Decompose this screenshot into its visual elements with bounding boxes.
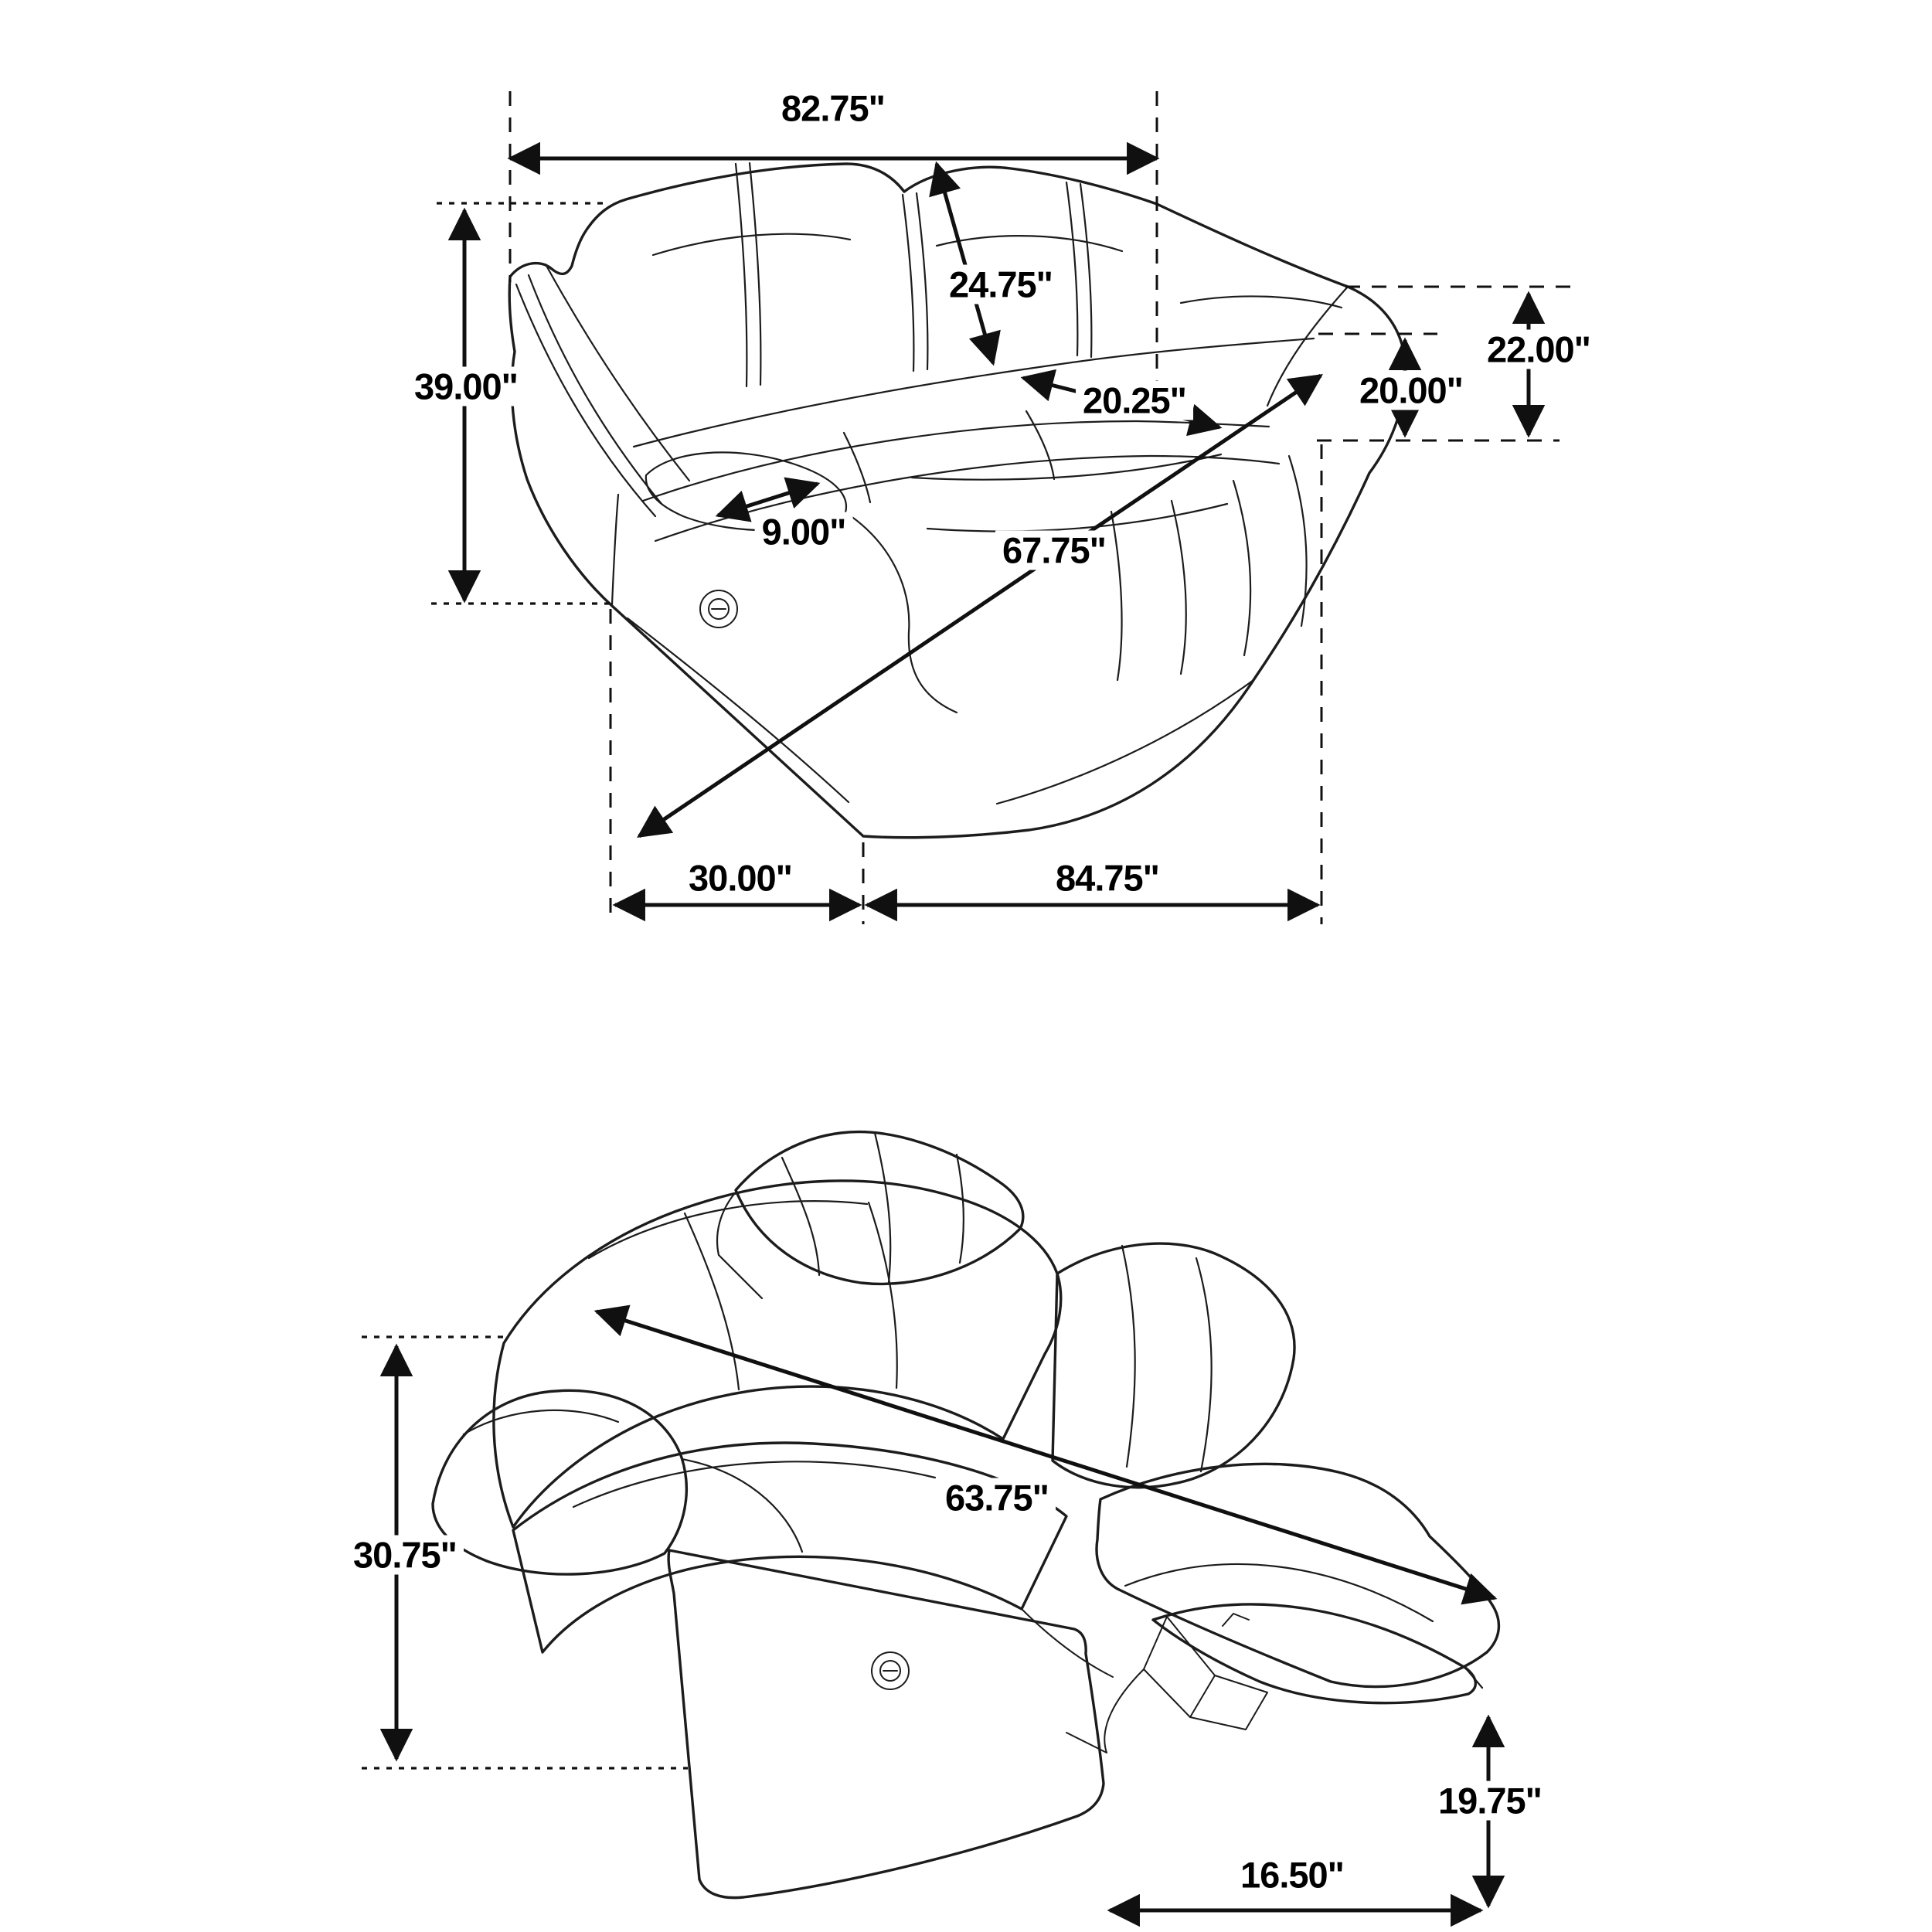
recliner-mechanism: [1022, 1609, 1267, 1753]
dim-label-back-height: 24.75": [942, 265, 1060, 304]
power-button-icon: [700, 590, 737, 628]
dim-label-reclined-height: 30.75": [346, 1536, 464, 1575]
dim-label-arm-width: 9.00": [755, 512, 853, 552]
dim-label-reclined-length: 63.75": [938, 1478, 1056, 1518]
dim-label-footrest-extension: 16.50": [1233, 1855, 1351, 1895]
dim-seat-width-arrow: [639, 376, 1321, 836]
dim-label-arm-height: 22.00": [1480, 330, 1597, 369]
dim-label-seat-depth: 20.25": [1076, 381, 1193, 420]
dim-label-seat-width: 67.75": [995, 531, 1113, 570]
dim-label-base-depth: 30.00": [682, 859, 799, 898]
reclined-backrest: [494, 1181, 1061, 1527]
dim-label-overall-depth: 84.75": [1049, 859, 1166, 898]
dim-label-overall-height: 39.00": [407, 367, 525, 406]
dim-label-seat-height: 20.00": [1352, 371, 1470, 410]
reclined-arm-front: [668, 1550, 1104, 1898]
dim-label-overall-width: 82.75": [774, 89, 892, 128]
power-button-icon: [872, 1652, 909, 1689]
dim-label-footrest-height: 19.75": [1431, 1781, 1549, 1821]
upright-dimension-lines: [431, 91, 1570, 924]
